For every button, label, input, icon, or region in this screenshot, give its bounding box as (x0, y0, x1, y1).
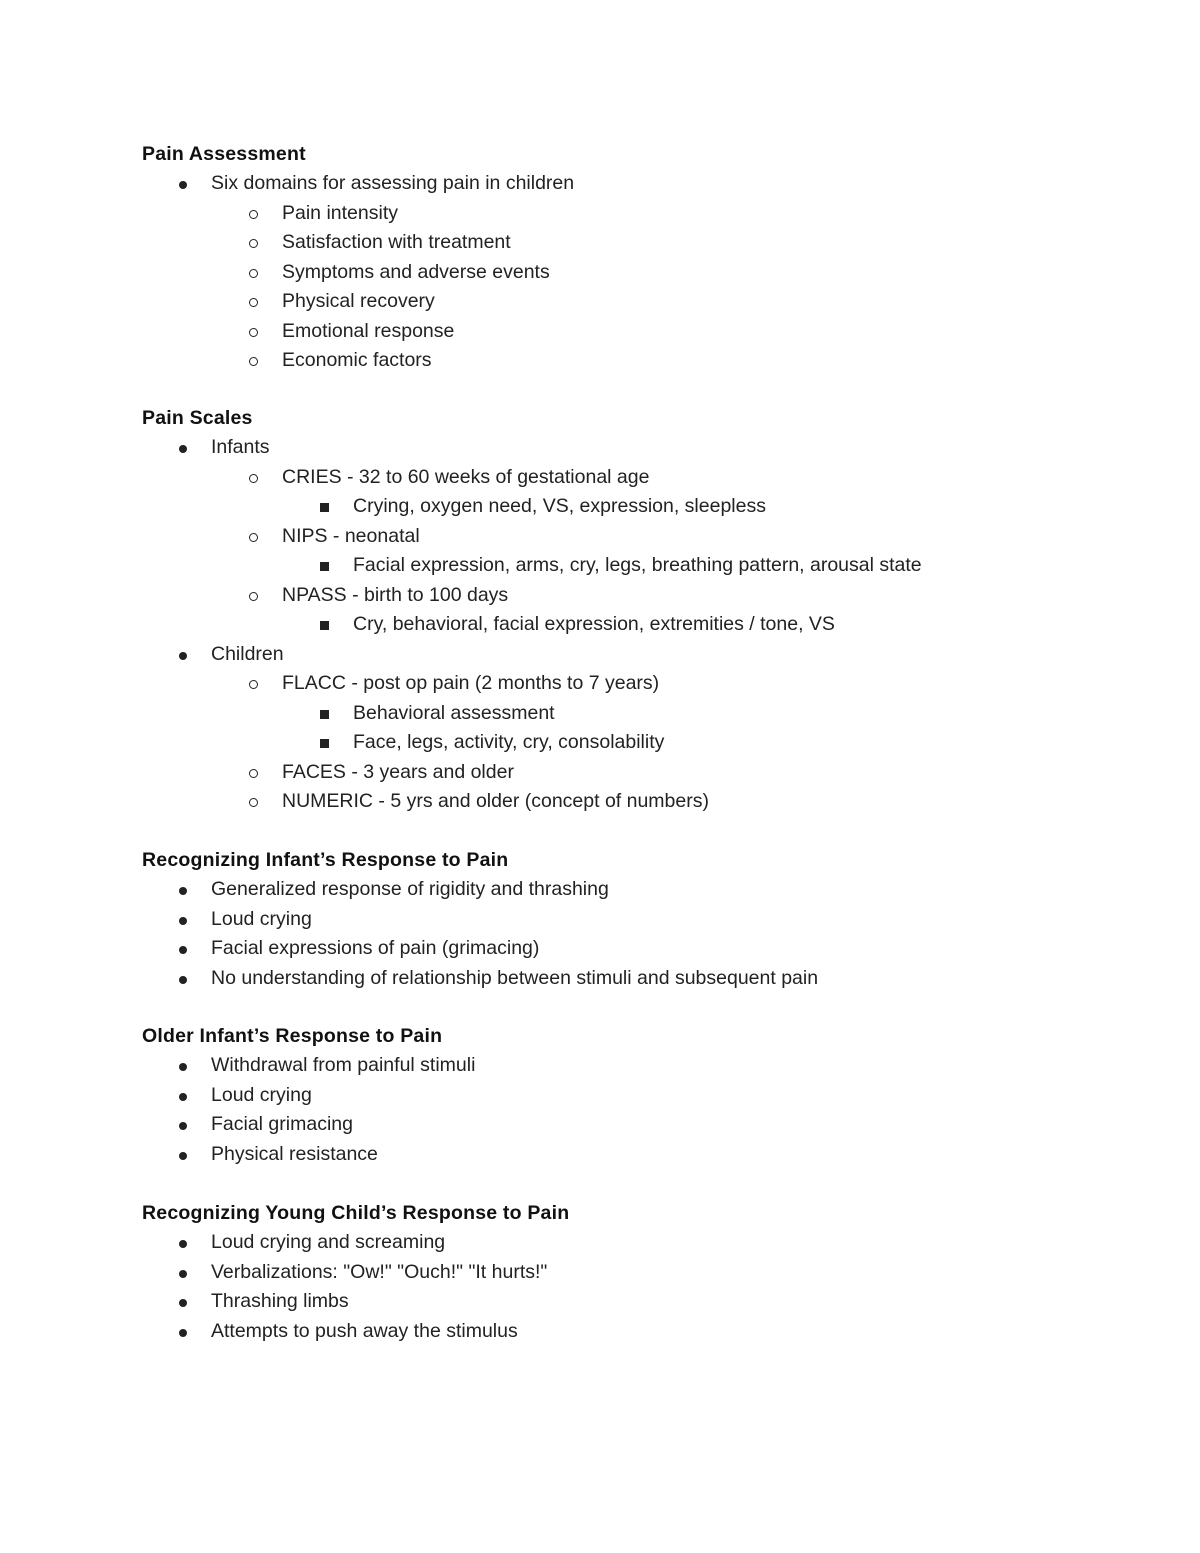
filled-circle-bullet-icon (179, 976, 187, 984)
list-item-text: Attempts to push away the stimulus (211, 1319, 518, 1342)
list-item (142, 728, 665, 758)
list-item (142, 463, 650, 493)
list-item (142, 1228, 569, 1258)
list-item (142, 1110, 442, 1140)
list-item (142, 228, 511, 258)
list-item (142, 787, 709, 817)
section-young-child-response (142, 1199, 569, 1346)
hollow-circle-bullet-icon (249, 474, 258, 483)
list-item-text: Physical resistance (211, 1142, 378, 1165)
section-heading: Pain Assessment (142, 143, 306, 165)
square-bullet-icon (320, 503, 329, 512)
list-item (142, 1317, 569, 1347)
list-item (142, 640, 284, 670)
list-item (142, 934, 540, 964)
list-item-text: Economic factors (282, 349, 432, 371)
list-item-text: Crying, oxygen need, VS, expression, sleepless (353, 495, 766, 517)
square-bullet-icon (320, 562, 329, 571)
list-item-text: Infants (211, 436, 270, 458)
list-item (142, 169, 575, 199)
list-item (142, 551, 922, 581)
list-item (142, 1287, 569, 1317)
list-item-text: CRIES - 32 to 60 weeks of gestational age (282, 465, 650, 488)
list-item-text: FACES - 3 years and older (282, 760, 514, 783)
list-item (142, 287, 435, 317)
list-item-text: Generalized response of rigidity and thrashing (211, 878, 609, 900)
section-heading: Older Infant’s Response to Pain (142, 1025, 443, 1047)
list-item (142, 433, 270, 463)
list-item-text: Satisfaction with treatment (282, 231, 511, 253)
filled-circle-bullet-icon (179, 917, 187, 925)
list-item (142, 346, 432, 376)
list-item-text: Symptoms and adverse events (282, 260, 550, 283)
list-item (142, 1051, 476, 1081)
list-item (142, 1140, 442, 1170)
section-heading: Pain Scales (142, 407, 253, 429)
hollow-circle-bullet-icon (249, 533, 258, 542)
square-bullet-icon (320, 621, 329, 630)
list-item (142, 522, 420, 552)
hollow-circle-bullet-icon (249, 328, 258, 337)
filled-circle-bullet-icon (179, 1152, 187, 1160)
list-item-text: FLACC - post op pain (2 months to 7 years) (282, 672, 660, 694)
list-item (142, 317, 455, 347)
list-item-text: Six domains for assessing pain in children (211, 172, 575, 194)
hollow-circle-bullet-icon (249, 357, 258, 366)
list-item-text: Loud crying and screaming (211, 1231, 446, 1253)
list-item (142, 492, 766, 522)
filled-circle-bullet-icon (179, 1122, 187, 1130)
list-item-text: Loud crying (211, 1083, 312, 1106)
section-pain-assessment (142, 140, 575, 376)
list-item (142, 669, 660, 699)
list-item (142, 875, 609, 905)
section-older-infant-response (142, 1022, 476, 1169)
filled-circle-bullet-icon (179, 1063, 187, 1071)
list-item-text: NUMERIC - 5 yrs and older (concept of numbers) (282, 790, 709, 812)
list-item-text: Loud crying (211, 907, 312, 930)
list-item-text: Withdrawal from painful stimuli (211, 1054, 476, 1076)
list-item-text: Cry, behavioral, facial expression, extremities / tone, VS (353, 613, 835, 635)
list-item (142, 699, 555, 729)
hollow-circle-bullet-icon (249, 269, 258, 278)
square-bullet-icon (320, 739, 329, 748)
list-item (142, 1081, 442, 1111)
list-item-text: Facial grimacing (211, 1113, 353, 1135)
list-item (142, 258, 550, 288)
hollow-circle-bullet-icon (249, 239, 258, 248)
list-item (142, 905, 508, 935)
filled-circle-bullet-icon (179, 445, 187, 453)
section-infant-response (142, 846, 819, 993)
filled-circle-bullet-icon (179, 1093, 187, 1101)
list-item (142, 758, 514, 788)
hollow-circle-bullet-icon (249, 680, 258, 689)
list-item-text: Face, legs, activity, cry, consolability (353, 731, 665, 753)
section-pain-scales (142, 404, 922, 817)
hollow-circle-bullet-icon (249, 592, 258, 601)
list-item-text: No understanding of relationship between stimuli and subsequent pain (211, 966, 819, 989)
list-item (142, 964, 819, 994)
filled-circle-bullet-icon (179, 1329, 187, 1337)
section-heading: Recognizing Infant’s Response to Pain (142, 849, 509, 871)
hollow-circle-bullet-icon (249, 798, 258, 807)
list-item-text: Verbalizations: "Ow!" "Ouch!" "It hurts!" (211, 1260, 548, 1283)
hollow-circle-bullet-icon (249, 298, 258, 307)
hollow-circle-bullet-icon (249, 769, 258, 778)
list-item-text: Children (211, 642, 284, 665)
section-heading: Recognizing Young Child’s Response to Pain (142, 1202, 570, 1224)
hollow-circle-bullet-icon (249, 210, 258, 219)
list-item (142, 1258, 569, 1288)
list-item (142, 199, 398, 229)
list-item-text: Pain intensity (282, 201, 398, 224)
list-item (142, 581, 509, 611)
filled-circle-bullet-icon (179, 181, 187, 189)
filled-circle-bullet-icon (179, 887, 187, 895)
filled-circle-bullet-icon (179, 652, 187, 660)
filled-circle-bullet-icon (179, 946, 187, 954)
list-item-text: Behavioral assessment (353, 701, 555, 724)
square-bullet-icon (320, 710, 329, 719)
filled-circle-bullet-icon (179, 1270, 187, 1278)
list-item-text: NIPS - neonatal (282, 524, 420, 547)
list-item-text: Emotional response (282, 319, 455, 342)
filled-circle-bullet-icon (179, 1240, 187, 1248)
list-item-text: NPASS - birth to 100 days (282, 583, 509, 606)
list-item-text: Facial expressions of pain (grimacing) (211, 937, 540, 959)
list-item-text: Thrashing limbs (211, 1290, 349, 1312)
list-item (142, 610, 835, 640)
list-item-text: Facial expression, arms, cry, legs, breathing pattern, arousal state (353, 554, 922, 576)
filled-circle-bullet-icon (179, 1299, 187, 1307)
list-item-text: Physical recovery (282, 290, 435, 312)
